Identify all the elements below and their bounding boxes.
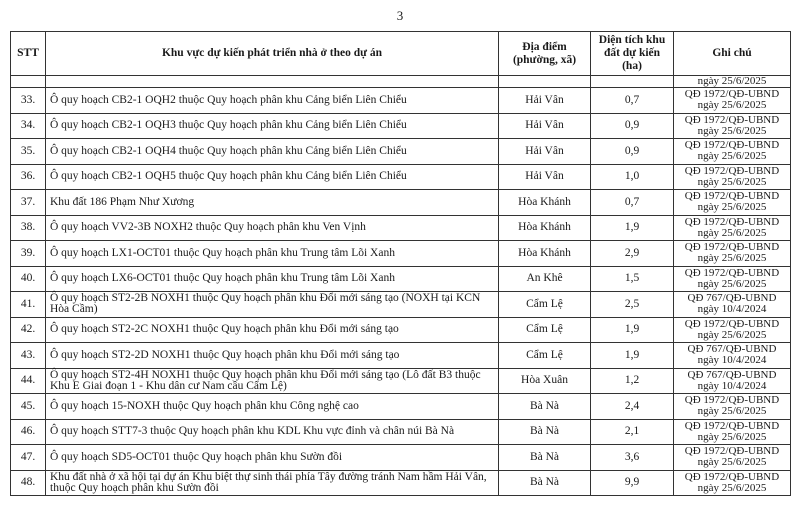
cell-location: Cẩm Lệ xyxy=(499,317,591,343)
note-date: ngày 10/4/2024 xyxy=(697,354,767,367)
cell-size: 0,9 xyxy=(591,139,674,165)
cell-location: Hòa Xuân xyxy=(499,368,591,394)
cell-stt: 47. xyxy=(11,445,46,471)
note-date: ngày 25/6/2025 xyxy=(697,405,767,418)
note-date: ngày 25/6/2025 xyxy=(697,430,767,443)
cell-stt: 39. xyxy=(11,241,46,267)
cell-size: 9,9 xyxy=(591,470,674,496)
cell-stt: 33. xyxy=(11,88,46,114)
table-row xyxy=(11,394,791,420)
cell-size: 0,9 xyxy=(591,113,674,139)
cell-area: Khu đất nhà ở xã hội tại dự án Khu biệt thự sinh thái phía Tây đường tránh Nam hầm Hải Vân, thuộc Quy hoạch phân khu Sườn đồi xyxy=(46,470,499,496)
note-decision: QĐ 1972/QĐ-UBND xyxy=(684,241,780,254)
cell-stt: 41. xyxy=(11,292,46,318)
note-date: ngày 25/6/2025 xyxy=(697,150,767,163)
cell-note xyxy=(674,190,791,216)
note-decision: QĐ 1972/QĐ-UBND xyxy=(684,445,780,458)
cell-size: 3,6 xyxy=(591,445,674,471)
cell-location: Hải Vân xyxy=(499,113,591,139)
cell-size: 0,7 xyxy=(591,88,674,114)
cell-note xyxy=(674,88,791,114)
cell-stt: 38. xyxy=(11,215,46,241)
note-date: ngày 10/4/2024 xyxy=(697,303,767,316)
table-row xyxy=(11,190,791,216)
cell-note xyxy=(674,343,791,369)
note-date: ngày 25/6/2025 xyxy=(697,277,767,290)
table-row xyxy=(11,419,791,445)
table-header-row xyxy=(11,32,791,76)
cell-size: 2,5 xyxy=(591,292,674,318)
cell-area: Ô quy hoạch 15-NOXH thuộc Quy hoạch phân khu Công nghệ cao xyxy=(46,394,499,420)
cell-stt: 37. xyxy=(11,190,46,216)
cell-area: Ô quy hoạch LX6-OCT01 thuộc Quy hoạch phân khu Trung tâm Lõi Xanh xyxy=(46,266,499,292)
cell-area: Ô quy hoạch ST2-2D NOXH1 thuộc Quy hoạch phân khu Đổi mới sáng tạo xyxy=(46,343,499,369)
cell-note xyxy=(674,266,791,292)
header-location: Địa điểm (phường, xã) xyxy=(499,32,591,76)
cell-location: Hòa Khánh xyxy=(499,241,591,267)
cell-area: Khu đất 186 Phạm Như Xương xyxy=(46,190,499,216)
cell-stt: 34. xyxy=(11,113,46,139)
cell-size: 1,9 xyxy=(591,317,674,343)
cell-location: Hòa Khánh xyxy=(499,215,591,241)
note-decision: QĐ 1972/QĐ-UBND xyxy=(684,266,780,279)
cell-stt: 45. xyxy=(11,394,46,420)
cell-area: Ô quy hoạch ST2-4H NOXH1 thuộc Quy hoạch phân khu Đổi mới sáng tạo (Lô đất B3 thuộc Khu E Giai đoạn 1 - Khu dân cư Nam cầu Cẩm Lệ) xyxy=(46,368,499,394)
cell-size: 1,9 xyxy=(591,343,674,369)
cell-empty xyxy=(46,76,499,88)
cell-location: Bà Nà xyxy=(499,470,591,496)
cell-note xyxy=(674,368,791,394)
cell-stt: 35. xyxy=(11,139,46,165)
cell-note xyxy=(674,470,791,496)
table-row xyxy=(11,113,791,139)
cell-note xyxy=(674,241,791,267)
cell-note xyxy=(674,394,791,420)
note-date: ngày 25/6/2025 xyxy=(697,456,767,469)
cell-area: Ô quy hoạch LX1-OCT01 thuộc Quy hoạch phân khu Trung tâm Lõi Xanh xyxy=(46,241,499,267)
cell-location: Bà Nà xyxy=(499,445,591,471)
note-date: ngày 25/6/2025 xyxy=(697,252,767,265)
header-size: Diện tích khu đất dự kiến (ha) xyxy=(591,32,674,76)
table-row xyxy=(11,215,791,241)
note-date: ngày 25/6/2025 xyxy=(697,201,767,214)
table-row xyxy=(11,445,791,471)
cell-empty xyxy=(591,76,674,88)
cell-stt: 40. xyxy=(11,266,46,292)
note-date: ngày 25/6/2025 xyxy=(697,481,767,494)
cell-size: 2,1 xyxy=(591,419,674,445)
cell-stt: 42. xyxy=(11,317,46,343)
table-row xyxy=(11,164,791,190)
note-decision: QĐ 1972/QĐ-UBND xyxy=(684,139,780,152)
cell-stt: 46. xyxy=(11,419,46,445)
cell-empty xyxy=(499,76,591,88)
cell-note xyxy=(674,292,791,318)
note-decision: QĐ 1972/QĐ-UBND xyxy=(684,113,780,126)
cell-size: 0,7 xyxy=(591,190,674,216)
cell-size: 1,2 xyxy=(591,368,674,394)
table-row xyxy=(11,292,791,318)
cell-area: Ô quy hoạch SD5-OCT01 thuộc Quy hoạch phân khu Sườn đồi xyxy=(46,445,499,471)
cell-location: Bà Nà xyxy=(499,419,591,445)
table-row xyxy=(11,139,791,165)
note-decision: QĐ 1972/QĐ-UBND xyxy=(684,317,780,330)
note-decision: QĐ 1972/QĐ-UBND xyxy=(684,394,780,407)
cell-area: Ô quy hoạch STT7-3 thuộc Quy hoạch phân khu KDL Khu vực đỉnh và chân núi Bà Nà xyxy=(46,419,499,445)
cell-area: Ô quy hoạch VV2-3B NOXH2 thuộc Quy hoạch phân khu Ven Vịnh xyxy=(46,215,499,241)
cell-note xyxy=(674,215,791,241)
cell-stt: 44. xyxy=(11,368,46,394)
cell-location: Hải Vân xyxy=(499,164,591,190)
header-area: Khu vực dự kiến phát triển nhà ở theo dự án xyxy=(46,32,499,76)
cell-area: Ô quy hoạch CB2-1 OQH2 thuộc Quy hoạch phân khu Cảng biển Liên Chiểu xyxy=(46,88,499,114)
note-decision: QĐ 1972/QĐ-UBND xyxy=(684,164,780,177)
cell-stt: 43. xyxy=(11,343,46,369)
note-date: ngày 25/6/2025 xyxy=(697,175,767,188)
cell-area: Ô quy hoạch CB2-1 OQH5 thuộc Quy hoạch phân khu Cảng biển Liên Chiểu xyxy=(46,164,499,190)
housing-area-table xyxy=(10,31,791,496)
cell-location: Hòa Khánh xyxy=(499,190,591,216)
cell-size: 2,4 xyxy=(591,394,674,420)
note-date: ngày 25/6/2025 xyxy=(697,328,767,341)
header-note: Ghi chú xyxy=(674,32,791,76)
table-row xyxy=(11,470,791,496)
note-date: ngày 25/6/2025 xyxy=(697,124,767,137)
continued-note: ngày 25/6/2025 xyxy=(674,76,791,88)
note-decision: QĐ 767/QĐ-UBND xyxy=(687,368,777,381)
cell-area: Ô quy hoạch ST2-2B NOXH1 thuộc Quy hoạch phân khu Đổi mới sáng tạo (NOXH tại KCN Hòa Cầm) xyxy=(46,292,499,318)
table-row xyxy=(11,317,791,343)
cell-note xyxy=(674,317,791,343)
table-row xyxy=(11,88,791,114)
page-number: 3 xyxy=(396,8,404,23)
cell-empty xyxy=(11,76,46,88)
table-row xyxy=(11,266,791,292)
cell-location: Cẩm Lệ xyxy=(499,292,591,318)
table-row xyxy=(11,343,791,369)
cell-note xyxy=(674,419,791,445)
cell-location: Bà Nà xyxy=(499,394,591,420)
cell-area: Ô quy hoạch CB2-1 OQH3 thuộc Quy hoạch phân khu Cảng biển Liên Chiểu xyxy=(46,113,499,139)
table-row xyxy=(11,368,791,394)
note-decision: QĐ 1972/QĐ-UBND xyxy=(684,88,780,101)
cell-location: Hải Vân xyxy=(499,139,591,165)
note-decision: QĐ 1972/QĐ-UBND xyxy=(684,190,780,203)
cell-note xyxy=(674,445,791,471)
cell-size: 1,5 xyxy=(591,266,674,292)
note-date: ngày 10/4/2024 xyxy=(697,379,767,392)
cell-size: 2,9 xyxy=(591,241,674,267)
cell-stt: 48. xyxy=(11,470,46,496)
cell-area: Ô quy hoạch CB2-1 OQH4 thuộc Quy hoạch phân khu Cảng biển Liên Chiểu xyxy=(46,139,499,165)
note-decision: QĐ 1972/QĐ-UBND xyxy=(684,470,780,483)
note-decision: QĐ 1972/QĐ-UBND xyxy=(684,419,780,432)
cell-note xyxy=(674,139,791,165)
cell-size: 1,0 xyxy=(591,164,674,190)
cell-location: Cẩm Lệ xyxy=(499,343,591,369)
cell-location: Hải Vân xyxy=(499,88,591,114)
cell-size: 1,9 xyxy=(591,215,674,241)
cell-note xyxy=(674,164,791,190)
cell-location: An Khê xyxy=(499,266,591,292)
table-row-continued xyxy=(11,76,791,88)
header-stt: STT xyxy=(11,32,46,76)
note-decision: QĐ 767/QĐ-UBND xyxy=(687,292,777,305)
note-decision: QĐ 1972/QĐ-UBND xyxy=(684,215,780,228)
cell-area: Ô quy hoạch ST2-2C NOXH1 thuộc Quy hoạch phân khu Đổi mới sáng tạo xyxy=(46,317,499,343)
table-body xyxy=(11,76,791,496)
cell-note xyxy=(674,113,791,139)
note-date: ngày 25/6/2025 xyxy=(697,226,767,239)
note-date: ngày 25/6/2025 xyxy=(697,99,767,112)
note-decision: QĐ 767/QĐ-UBND xyxy=(687,343,777,356)
table-row xyxy=(11,241,791,267)
cell-stt: 36. xyxy=(11,164,46,190)
